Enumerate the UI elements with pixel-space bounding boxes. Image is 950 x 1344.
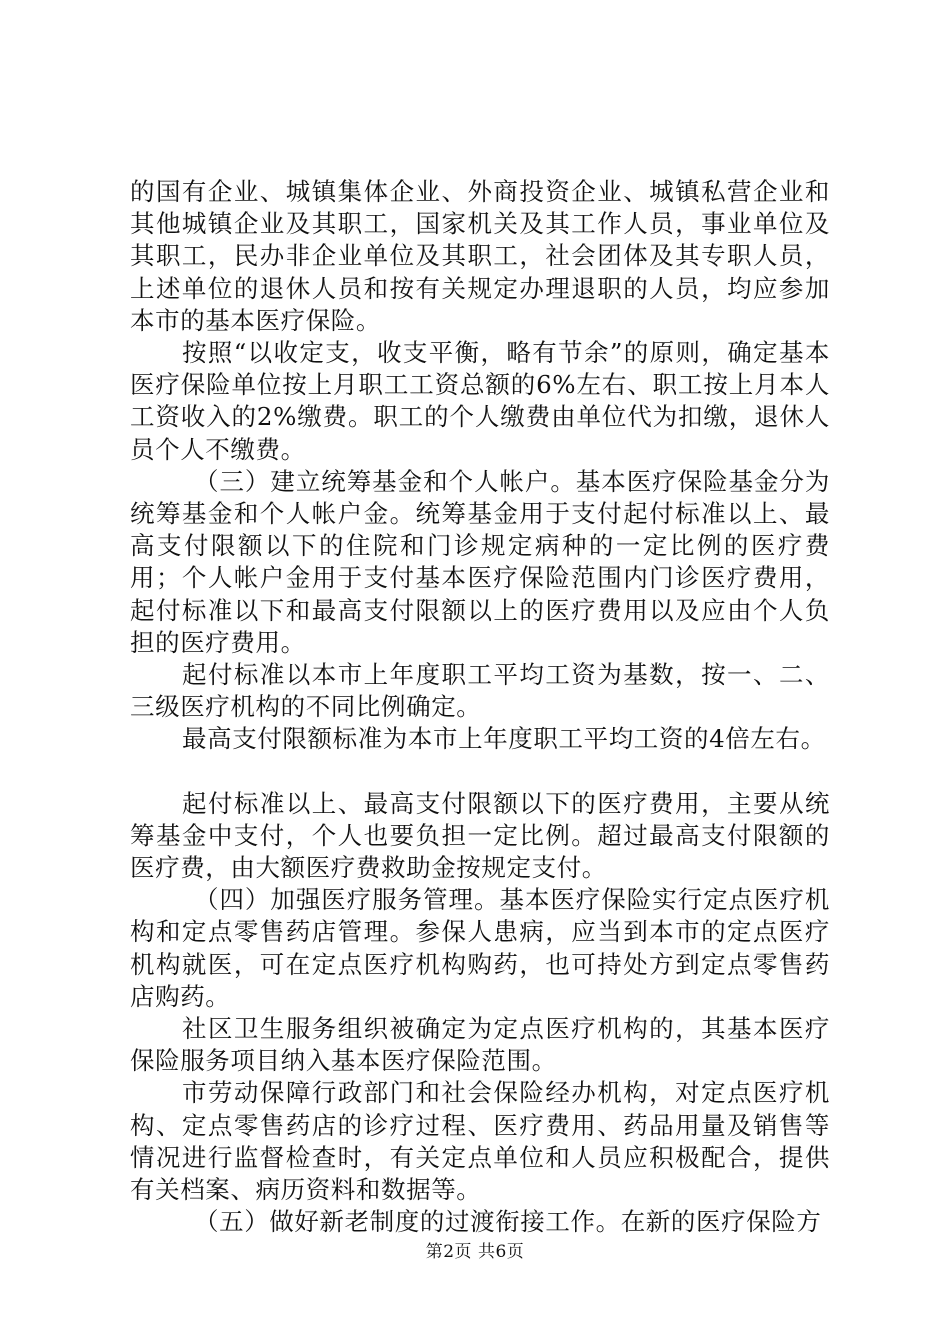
page-number-footer: 第2页 共6页	[425, 1242, 525, 1262]
document-body	[130, 176, 830, 1239]
paragraph-section-three: （三）建立统筹基金和个人帐户。基本医疗保险基金分为统筹基金和个人帐户金。统筹基金用于支付起付标准以上、最高支付限额以下的住院和门诊规定病种的一定比例的医疗费用；个人帐户金用于支付基本医疗保险范围内门诊医疗费用，起付标准以下和最高支付限额以上的医疗费用以及应由个人负担的医疗费用。	[130, 466, 830, 657]
paragraph-insured-units: 的国有企业、城镇集体企业、外商投资企业、城镇私营企业和其他城镇企业及其职工，国家机关及其工作人员，事业单位及其职工，民办非企业单位及其职工，社会团体及其专职人员，上述单位的退休人员和按有关规定办理退职的人员，均应参加本市的基本医疗保险。	[130, 177, 830, 335]
paragraph-threshold-standard: 起付标准以本市上年度职工平均工资为基数，按一、二、三级医疗机构的不同比例确定。	[130, 660, 830, 722]
paragraph-section-five: （五）做好新老制度的过渡衔接工作。在新的医疗保险方	[194, 1207, 822, 1237]
paragraph-pooling-payment: 起付标准以上、最高支付限额以下的医疗费用，主要从统筹基金中支付，个人也要负担一定比例。超过最高支付限额的医疗费，由大额医疗费救助金按规定支付。	[130, 788, 830, 883]
paragraph-supervision: 市劳动保障行政部门和社会保险经办机构，对定点医疗机构、定点零售药店的诊疗过程、医疗费用、药品用量及销售等情况进行监督检查时，有关定点单位和人员应积极配合，提供有关档案、病历资料和数据等。	[130, 1078, 830, 1205]
paragraph-community-health: 社区卫生服务组织被确定为定点医疗机构的，其基本医疗保险服务项目纳入基本医疗保险范围。	[130, 1014, 830, 1076]
paragraph-section-four: （四）加强医疗服务管理。基本医疗保险实行定点医疗机构和定点零售药店管理。参保人患病，应当到本市的定点医疗机构就医，可在定点医疗机构购药，也可持处方到定点零售药店购药。	[130, 885, 830, 1011]
paragraph-max-payment-limit: 最高支付限额标准为本市上年度职工平均工资的4倍左右。	[182, 724, 826, 754]
paragraph-contribution-rates: 按照“以收定支，收支平衡，略有节余”的原则，确定基本医疗保险单位按上月职工工资总额的6%左右、职工按上月本人工资收入的2%缴费。职工的个人缴费由单位代为扣缴，退休人员个人不缴费。	[130, 338, 830, 464]
